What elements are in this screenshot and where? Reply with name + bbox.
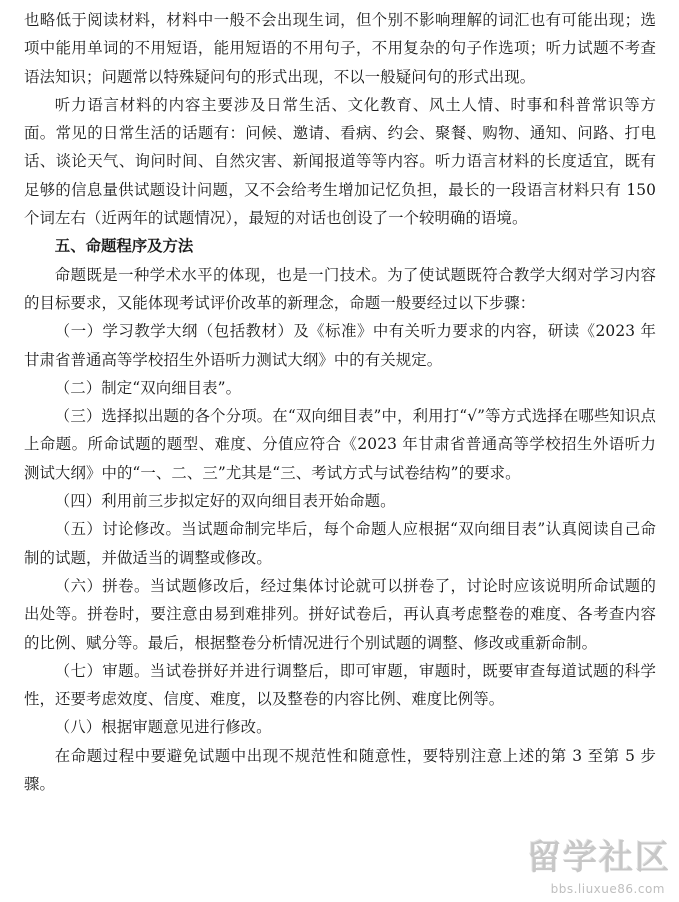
step-2: （二）制定“双向细目表”。 xyxy=(54,378,242,397)
paragraph-closing-note: 在命题过程中要避免试题中出现不规范性和随意性，要特别注意上述的第 3 至第 5 步骤。 xyxy=(24,746,656,794)
step-5: （五）讨论修改。当试题命制完毕后，每个命题人应根据“双向细目表”认真阅读自己命制的试题，并做适当的调整或修改。 xyxy=(24,520,656,567)
step-3: （三）选择拟出题的各个分项。在“双向细目表”中，利用打“√”等方式选择在哪些知识点上命题。所命试题的题型、难度、分值应符合《2023 年甘肃省普通高等学校招生外语听力测试大纲》中的“一、二、三”尤其是“三、考试方式与试卷结构”的要求。 xyxy=(24,407,656,482)
step-4: （四）利用前三步拟定好的双向细目表开始命题。 xyxy=(54,492,396,511)
site-watermark xyxy=(481,830,671,898)
step-6: （六）拼卷。当试题修改后，经过集体讨论就可以拼卷了，讨论时应该说明所命试题的出处等。拼卷时，要注意由易到难排列。拼好试卷后，再认真考虑整卷的难度、各考查内容的比例、赋分等。最后，根据整卷分析情况进行个别试题的调整、修改或重新命制。 xyxy=(24,576,656,652)
watermark-brand: 留学社区 xyxy=(527,838,671,878)
step-8: （八）根据审题意见进行修改。 xyxy=(54,718,272,737)
step-1: （一）学习教学大纲（包括教材）及《标准》中有关听力要求的内容，研读《2023 年甘肃省普通高等学校招生外语听力测试大纲》中的有关规定。 xyxy=(24,322,656,369)
document-page xyxy=(24,6,656,798)
step-7: （七）审题。当试卷拼好并进行调整后，即可审题，审题时，既要审查每道试题的科学性，还要考虑效度、信度、难度，以及整卷的内容比例、难度比例等。 xyxy=(24,661,656,709)
paragraph-listening-content: 听力语言材料的内容主要涉及日常生活、文化教育、风土人情、时事和科普常识等方面。常见的日常生活的话题有：问候、邀请、看病、约会、聚餐、购物、通知、问路、打电话、谈论天气、询问时间、自然灾害、新闻报道等等内容。听力语言材料的长度适宜，既有足够的信息量供试题设计问题，又不会给考生增加记忆负担，最长的一段语言材料只有 150 个词左右（近两年的试题情况），最短的对话也创设了一个较明确的语境。 xyxy=(24,95,656,228)
watermark-url: bbs.liuxue86.com xyxy=(550,882,665,896)
paragraph-procedure-intro: 命题既是一种学术水平的体现，也是一门技术。为了使试题既符合教学大纲对学习内容的目标要求，又能体现考试评价改革的新理念，命题一般要经过以下步骤： xyxy=(24,265,656,312)
section-heading-procedure: 五、命题程序及方法 xyxy=(54,237,194,256)
paragraph-listening-requirements-continued: 也略低于阅读材料，材料中一般不会出现生词，但个别不影响理解的词汇也有可能出现；选项中能用单词的不用短语，能用短语的不用句子，不用复杂的句子作选项；听力试题不考查语法知识；问题常以特殊疑问句的形式出现，不以一般疑问句的形式出现。 xyxy=(24,11,656,86)
